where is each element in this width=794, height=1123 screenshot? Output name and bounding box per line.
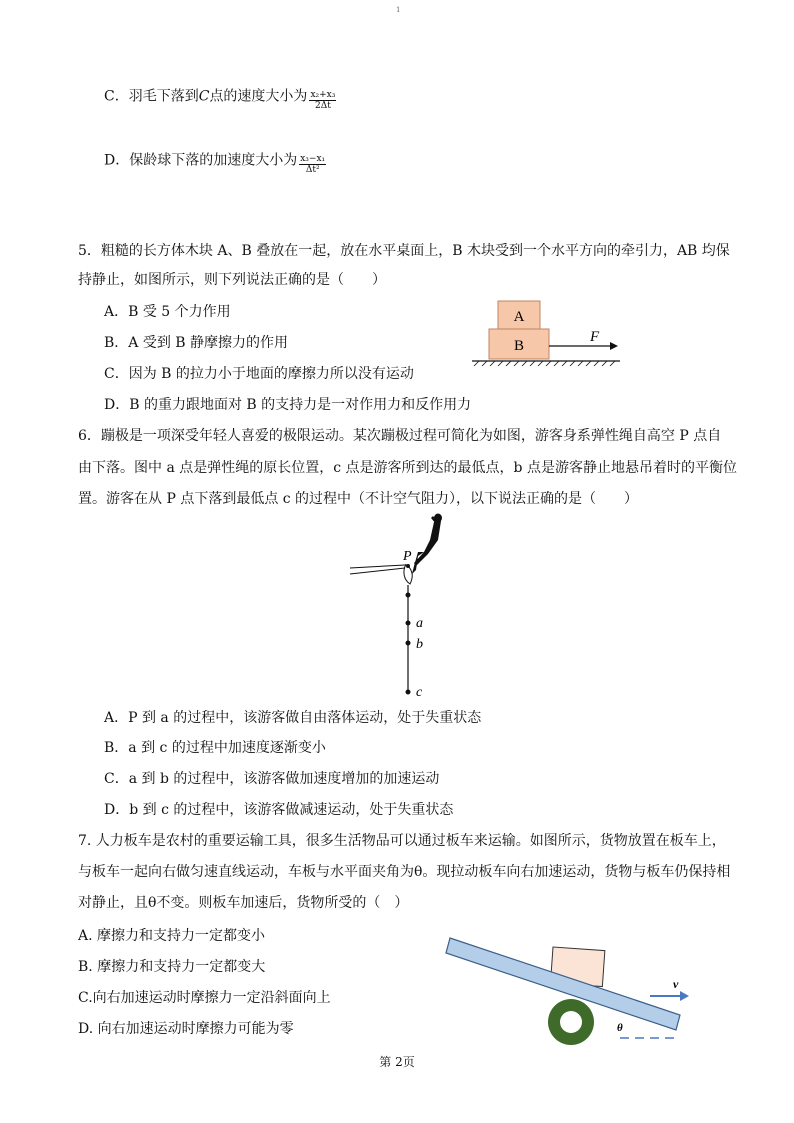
- fraction-denominator: Δt²: [305, 165, 320, 175]
- q4-option-c-var: C: [198, 88, 210, 105]
- jumper-silhouette-icon: [412, 514, 442, 575]
- q4-option-c[interactable]: [104, 86, 336, 111]
- block-a-label: A: [513, 309, 525, 325]
- q5-option-d[interactable]: D．B 的重力跟地面对 B 的支持力是一对作用力和反作用力: [104, 397, 472, 413]
- ground-hatch: [474, 361, 615, 366]
- q7-stem-line3: 对静止，且θ不变。则板车加速后，货物所受的（ ）: [78, 895, 409, 911]
- q5-stem-line2: 持静止，如图所示，则下列说法正确的是（ ）: [78, 272, 386, 288]
- label-p: P: [403, 549, 412, 564]
- rope-top-dot: [406, 593, 411, 598]
- q7-cart-figure: [440, 930, 710, 1055]
- q6-stem-line2: 由下落。图中 a 点是弹性绳的原长位置，c 点是游客所到达的最低点，b 点是游客静止地悬吊着时的平衡位: [78, 460, 737, 476]
- velocity-arrowhead: [680, 991, 689, 1001]
- label-a: a: [416, 616, 423, 631]
- q5-option-b[interactable]: B．A 受到 B 静摩擦力的作用: [104, 335, 289, 351]
- q5-option-a[interactable]: A．B 受 5 个力作用: [104, 304, 231, 320]
- q4-option-c-suffix: 点的速度大小为: [209, 88, 308, 105]
- q4-option-d-fraction: [299, 154, 326, 175]
- platform-line: [350, 568, 405, 574]
- q7-option-c[interactable]: C.向右加速运动时摩擦力一定沿斜面向上: [78, 990, 331, 1006]
- fraction-numerator: x₂+x₃: [310, 90, 336, 100]
- point-b-dot: [406, 641, 411, 646]
- q7-stem-line2: 与板车一起向右做匀速直线运动，车板与水平面夹角为θ。现拉动板车向右加速运动，货物与板车仍保持相: [78, 864, 731, 880]
- q7-stem-line1: 7. 人力板车是农村的重要运输工具，很多生活物品可以通过板车来运输。如图所示，货物放置在板车上，: [78, 833, 726, 849]
- q6-stem-line3: 置。游客在从 P 点下落到最低点 c 的过程中（不计空气阻力），以下说法正确的是（ ）: [78, 491, 639, 507]
- wheel-hub: [560, 1011, 582, 1033]
- force-arrowhead: [610, 342, 618, 350]
- q6-option-a[interactable]: A．P 到 a 的过程中，该游客做自由落体运动，处于失重状态: [104, 710, 482, 726]
- angle-theta-label: θ: [617, 1022, 623, 1034]
- velocity-label: v: [673, 977, 679, 991]
- block-b-label: B: [513, 338, 525, 354]
- q7-option-a[interactable]: A. 摩擦力和支持力一定都变小: [78, 928, 266, 944]
- point-p-dot: [406, 564, 410, 568]
- fraction-denominator: 2Δt: [314, 101, 331, 111]
- force-label: F: [590, 329, 600, 345]
- point-c-dot: [406, 690, 411, 695]
- q4-option-d[interactable]: [104, 150, 326, 175]
- label-c: c: [416, 685, 423, 700]
- q5-stem-line1: 5．粗糙的长方体木块 A、B 叠放在一起，放在水平桌面上，B 木块受到一个水平方向的牵引力，AB 均保: [78, 243, 730, 259]
- label-b: b: [416, 637, 423, 652]
- q6-bungee-figure: [340, 510, 480, 702]
- page-footer: 第 2页: [379, 1055, 415, 1069]
- point-a-dot: [406, 621, 411, 626]
- q6-option-b[interactable]: B．a 到 c 的过程中加速度逐渐变小: [104, 740, 326, 756]
- q6-stem-line1: 6．蹦极是一项深受年轻人喜爱的极限运动。某次蹦极过程可简化为如图，游客身系弹性绳自高空 P 点自: [78, 428, 722, 444]
- fraction-numerator: x₃−x₁: [300, 154, 326, 164]
- q4-option-c-fraction: [309, 90, 336, 111]
- q5-option-c[interactable]: C．因为 B 的拉力小于地面的摩擦力所以没有运动: [104, 366, 414, 382]
- q6-option-d[interactable]: D．b 到 c 的过程中，该游客做减速运动，处于失重状态: [104, 802, 454, 818]
- q7-option-b[interactable]: B. 摩擦力和支持力一定都变大: [78, 959, 266, 975]
- q7-option-d[interactable]: D. 向右加速运动时摩擦力可能为零: [78, 1021, 294, 1037]
- page-mark: 1: [396, 6, 401, 14]
- q4-option-c-prefix: C．羽毛下落到: [104, 88, 199, 105]
- q5-blocks-figure: [470, 296, 630, 370]
- q6-option-c[interactable]: C．a 到 b 的过程中，该游客做加速度增加的加速运动: [104, 771, 440, 787]
- platform-line: [350, 565, 405, 568]
- q4-option-d-prefix: D．保龄球下落的加速度大小为: [104, 152, 298, 169]
